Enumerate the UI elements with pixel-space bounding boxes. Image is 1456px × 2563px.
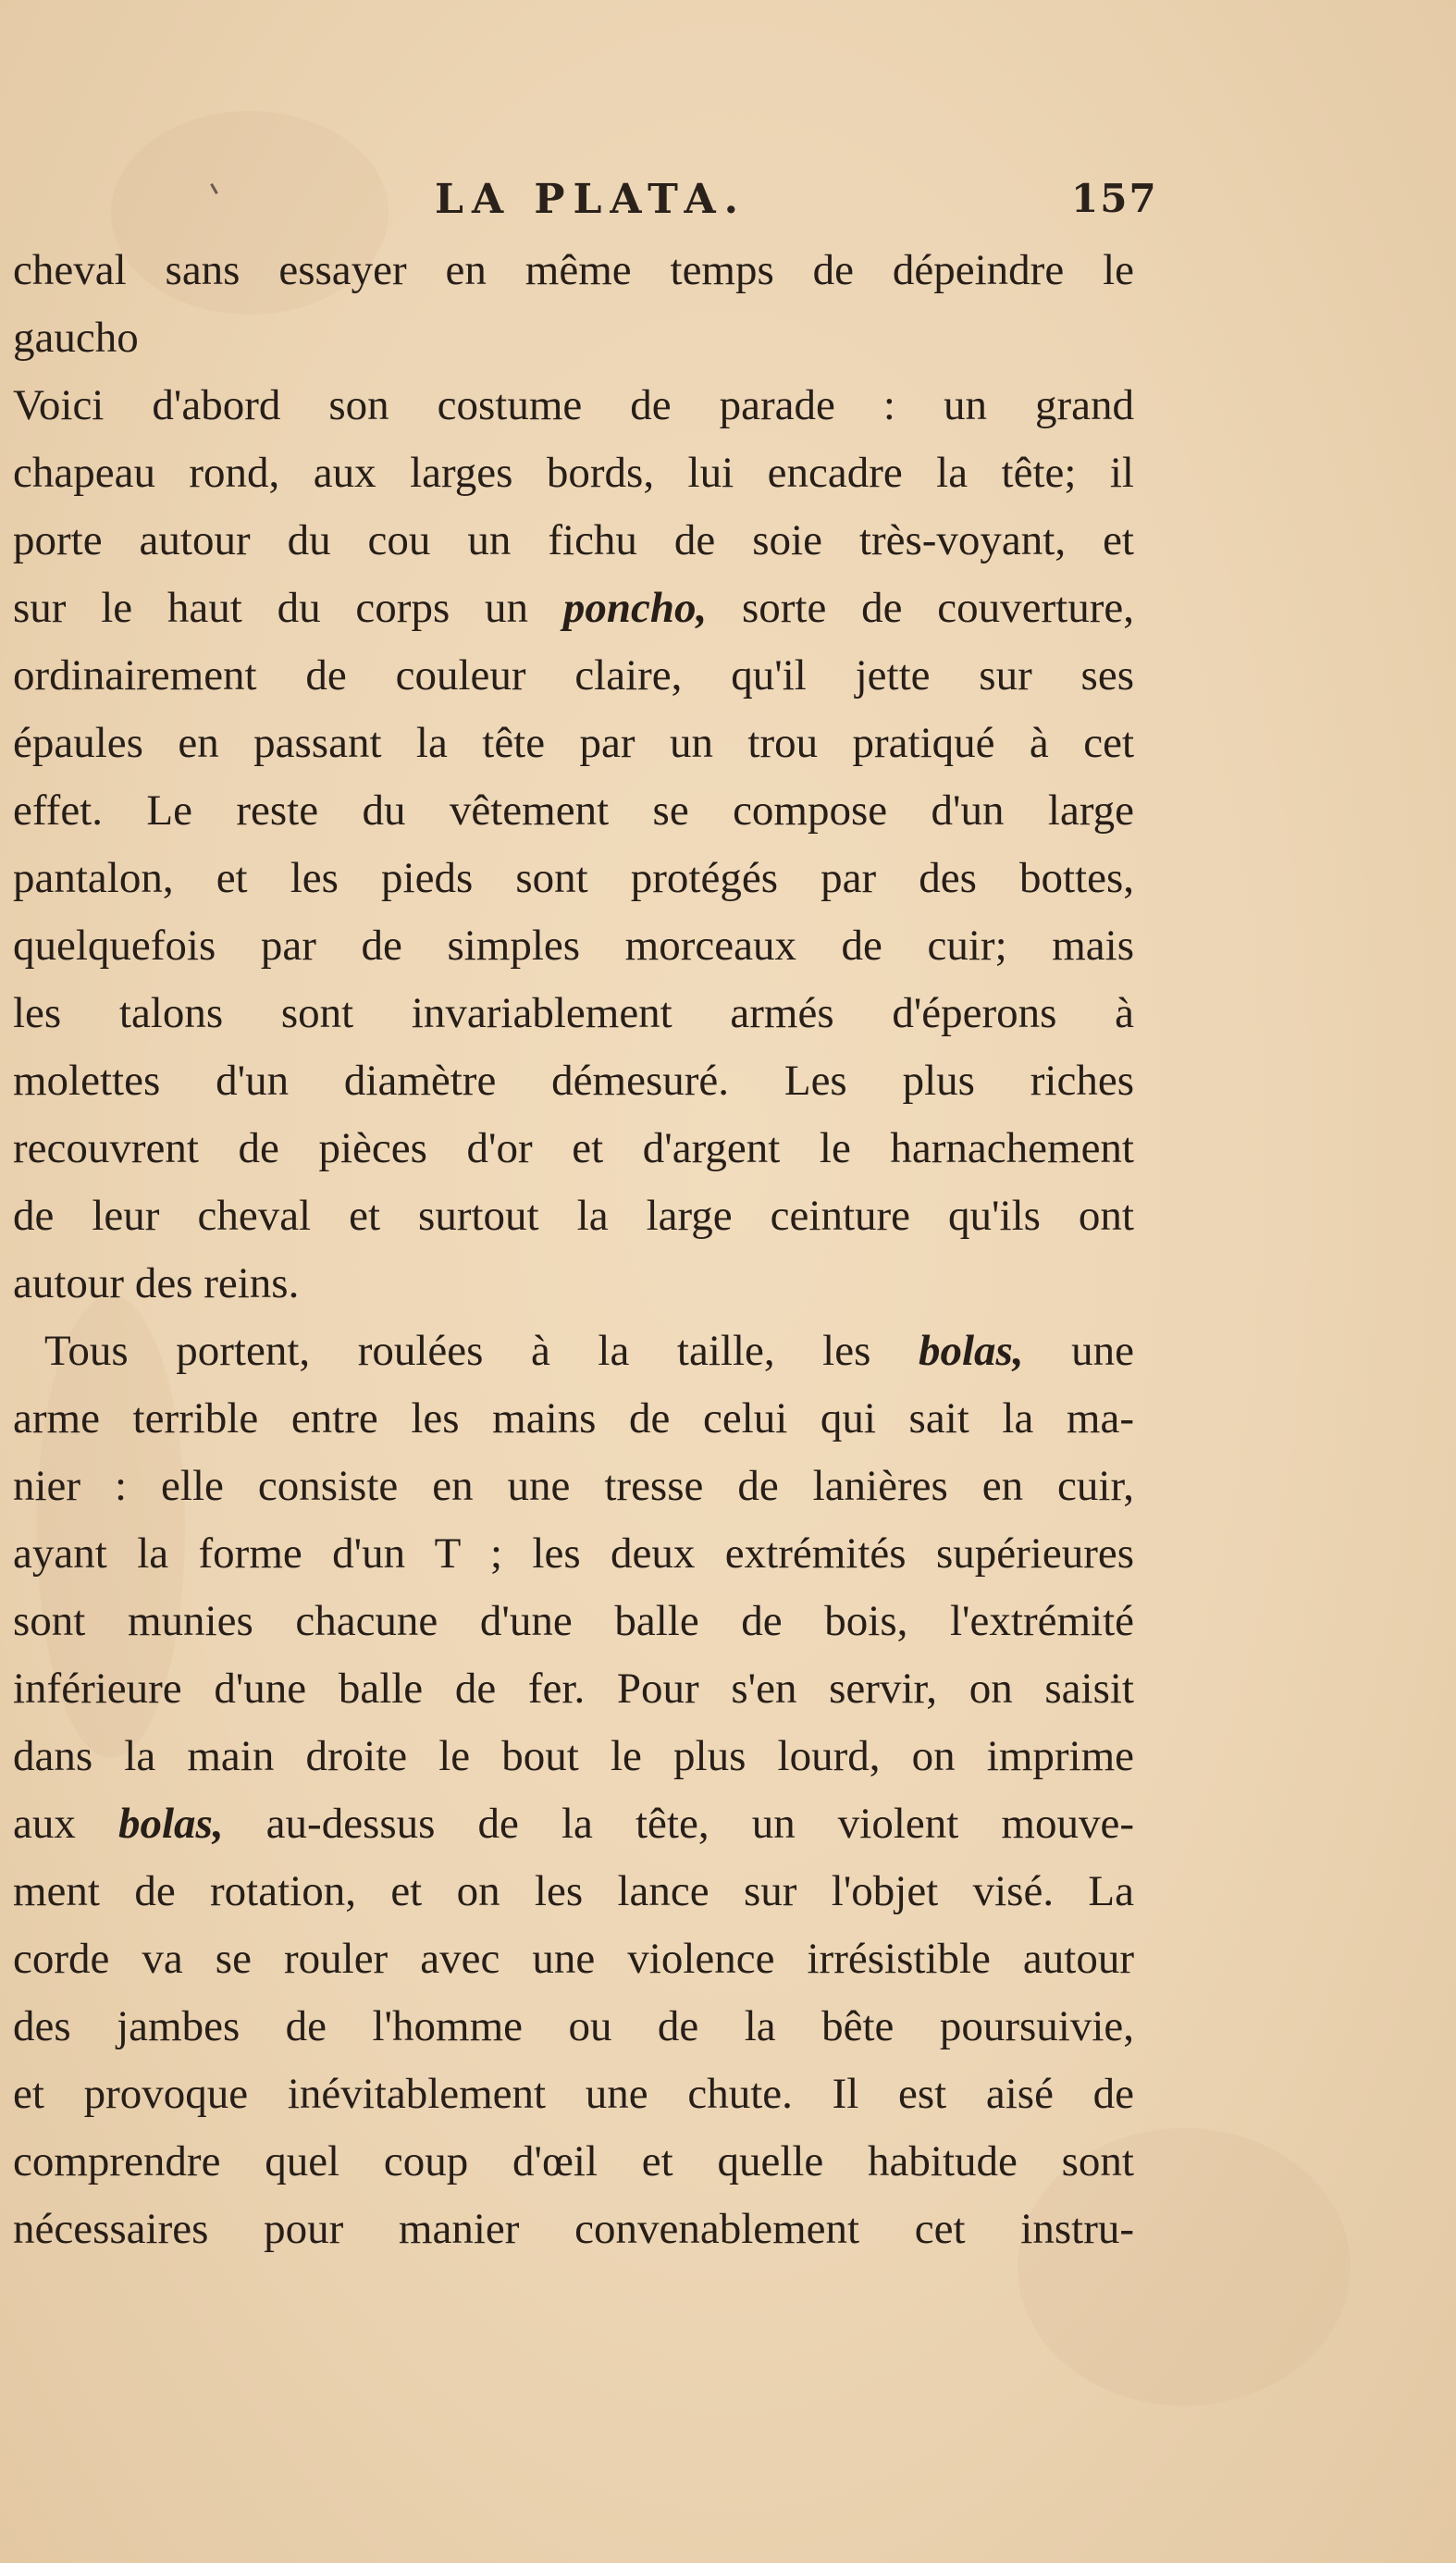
text-line: porte autour du cou un fichu de soie très-voyant, et	[13, 516, 1134, 564]
text-line: ordinairement de couleur claire, qu'il jette sur ses	[13, 651, 1134, 700]
text-line: recouvrent de pièces d'or et d'argent le harnachement	[13, 1124, 1134, 1172]
text-line: et provoque inévitablement une chute. Il est aisé de	[13, 2070, 1134, 2118]
italic-term: bolas,	[117, 1800, 224, 1848]
text-line: quelquefois par de simples morceaux de cuir; mais	[13, 922, 1134, 970]
page-header	[0, 176, 1456, 231]
text-line: aux bolas, au-dessus de la tête, un violent mouve-	[13, 1800, 1134, 1848]
text-line: molettes d'un diamètre démesuré. Les plus riches	[13, 1057, 1134, 1105]
text-line: sont munies chacune d'une balle de bois, l'extrémité	[13, 1597, 1134, 1645]
text-line: pantalon, et les pieds sont protégés par des bottes,	[13, 854, 1134, 902]
text-line: Tous portent, roulées à la taille, les bolas, une	[44, 1327, 1134, 1375]
text-line: sur le haut du corps un poncho, sorte de couverture,	[13, 584, 1134, 632]
text-line: inférieure d'une balle de fer. Pour s'en servir, on saisit	[13, 1665, 1134, 1713]
text-line: des jambes de l'homme ou de la bête poursuivie,	[13, 2002, 1134, 2050]
page-body	[13, 237, 1134, 2263]
running-title: LA PLATA.	[435, 176, 747, 223]
text-line: épaules en passant la tête par un trou pratiqué à cet	[13, 719, 1134, 767]
text-line: Voici d'abord son costume de parade : un grand	[13, 381, 1134, 429]
italic-term: poncho,	[562, 584, 708, 632]
text-line: nécessaires pour manier convenablement cet instru-	[13, 2205, 1134, 2253]
text-line: de leur cheval et surtout la large ceinture qu'ils ont	[13, 1192, 1134, 1240]
text-line: cheval sans essayer en même temps de dépeindre le	[13, 246, 1134, 294]
text-line: dans la main droite le bout le plus lourd, on imprime	[13, 1732, 1134, 1780]
text-line: autour des reins.	[13, 1259, 300, 1307]
text-line: gaucho	[13, 314, 139, 362]
italic-term: bolas,	[918, 1327, 1024, 1375]
text-line: nier : elle consiste en une tresse de lanières en cuir,	[13, 1462, 1134, 1510]
text-line: chapeau rond, aux larges bords, lui encadre la tête; il	[13, 449, 1134, 497]
text-line: ment de rotation, et on les lance sur l'objet visé. La	[13, 1867, 1134, 1915]
page-number: 157	[1071, 176, 1158, 221]
text-line: ayant la forme d'un T ; les deux extrémités supérieures	[13, 1529, 1134, 1578]
text-line: les talons sont invariablement armés d'éperons à	[13, 989, 1134, 1037]
text-line: comprendre quel coup d'œil et quelle habitude sont	[13, 2137, 1134, 2185]
text-line: arme terrible entre les mains de celui qui sait la ma-	[13, 1394, 1134, 1442]
text-line: effet. Le reste du vêtement se compose d'un large	[13, 786, 1134, 835]
text-line: corde va se rouler avec une violence irrésistible autour	[13, 1935, 1134, 1983]
